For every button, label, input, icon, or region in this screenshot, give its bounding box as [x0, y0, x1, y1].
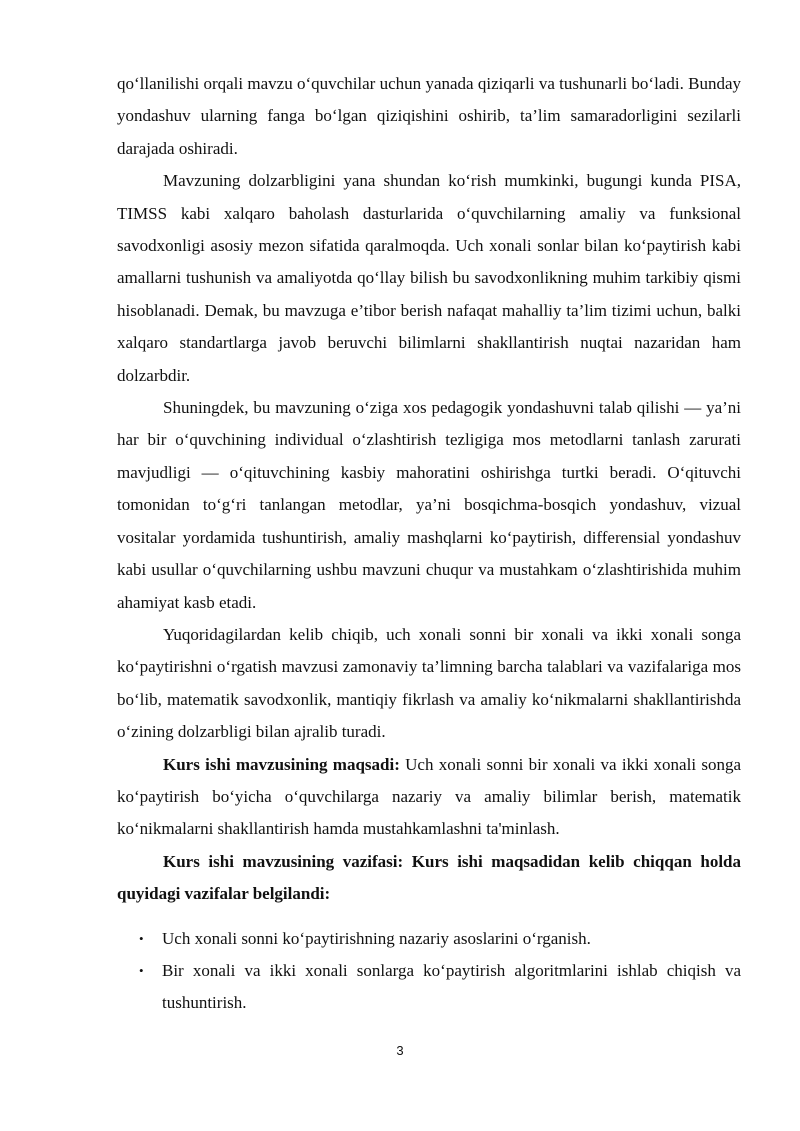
bullet-icon: •: [139, 962, 144, 978]
tasks-heading: Kurs ishi mavzusining vazifasi: Kurs ishi maqsadidan kelib chiqqan holda quyidagi vazifalar belgilandi:: [117, 851, 741, 904]
task-text: Uch xonali sonni ko‘paytirishning nazariy asoslarini o‘rganish.: [162, 928, 591, 948]
document-body: [117, 68, 741, 1020]
paragraph-conclusion-relevance: Yuqoridagilardan kelib chiqib, uch xonali sonni bir xonali va ikki xonali songa ko‘paytirishni o‘rgatish mavzusi zamonaviy ta’limning barcha talablari va vazifalariga mos bo‘lib, matematik savodxonlik, mantiqiy fikrlash va amaliy ko‘nikmalarni shakllantirishda o‘zining dolzarbligi bilan ajralib turadi.: [117, 624, 741, 742]
goal-label: Kurs ishi mavzusining maqsadi:: [163, 754, 400, 774]
page-number: 3: [396, 1043, 404, 1058]
task-text: Bir xonali va ikki xonali sonlarga ko‘paytirish algoritmlarini ishlab chiqish va tushuntirish.: [162, 960, 741, 1013]
list-item: [117, 923, 741, 955]
paragraph-relevance-international: Mavzuning dolzarbligini yana shundan ko‘rish mumkinki, bugungi kunda PISA, TIMSS kabi xalqaro baholash dasturlarida o‘quvchilarning amaliy va funksional savodxonligi asosiy mezon sifatida qaralmoqda. Uch xonali sonlar bilan ko‘paytirish kabi amallarni tushunish va amaliyotda qo‘llay bilish bu savodxonlikning muhim tarkibiy qismi hisoblanadi. Demak, bu mavzuga e’tibor berish nafaqat mahalliy ta’lim tizimi uchun, balki xalqaro standartlarga javob beruvchi bilimlarni shakllantirish nuqtai nazaridan ham dolzarbdir.: [117, 171, 741, 385]
goal-text: Uch xonali sonni bir xonali va ikki xonali songa ko‘paytirish bo‘yicha o‘quvchilarga nazariy va amaliy bilimlar berish, matematik ko‘nikmalarni shakllantirish hamda mustahkamlashni ta'minlash.: [117, 754, 741, 839]
paragraph-goal: [117, 749, 741, 846]
paragraph-intro-continuation: qo‘llanilishi orqali mavzu o‘quvchilar uchun yanada qiziqarli va tushunarli bo‘ladi. Bunday yondashuv ularning fanga bo‘lgan qiziqishini oshirib, ta’lim samaradorligini sezilarli darajada oshiradi.: [117, 74, 741, 158]
tasks-list: [117, 923, 741, 1020]
bullet-icon: •: [139, 930, 144, 946]
paragraph-pedagogical-approach: Shuningdek, bu mavzuning o‘ziga xos pedagogik yondashuvni talab qilishi — ya’ni har bir o‘quvchining individual o‘zlashtirish tezligiga mos metodlarni tanlash zarurati mavjudligi — o‘qituvchining kasbiy mahoratini oshirishga turtki beradi. O‘qituvchi tomonidan to‘g‘ri tanlangan metodlar, ya’ni bosqichma-bosqich yondashuv, vizual vositalar yordamida tushuntirish, amaliy mashqlarni ko‘paytirish, differensial yondashuv kabi usullar o‘quvchilarning ushbu mavzuni chuqur va mustahkam o‘zlashtirishida muhim ahamiyat kasb etadi.: [117, 398, 741, 612]
list-item: [117, 955, 741, 1020]
